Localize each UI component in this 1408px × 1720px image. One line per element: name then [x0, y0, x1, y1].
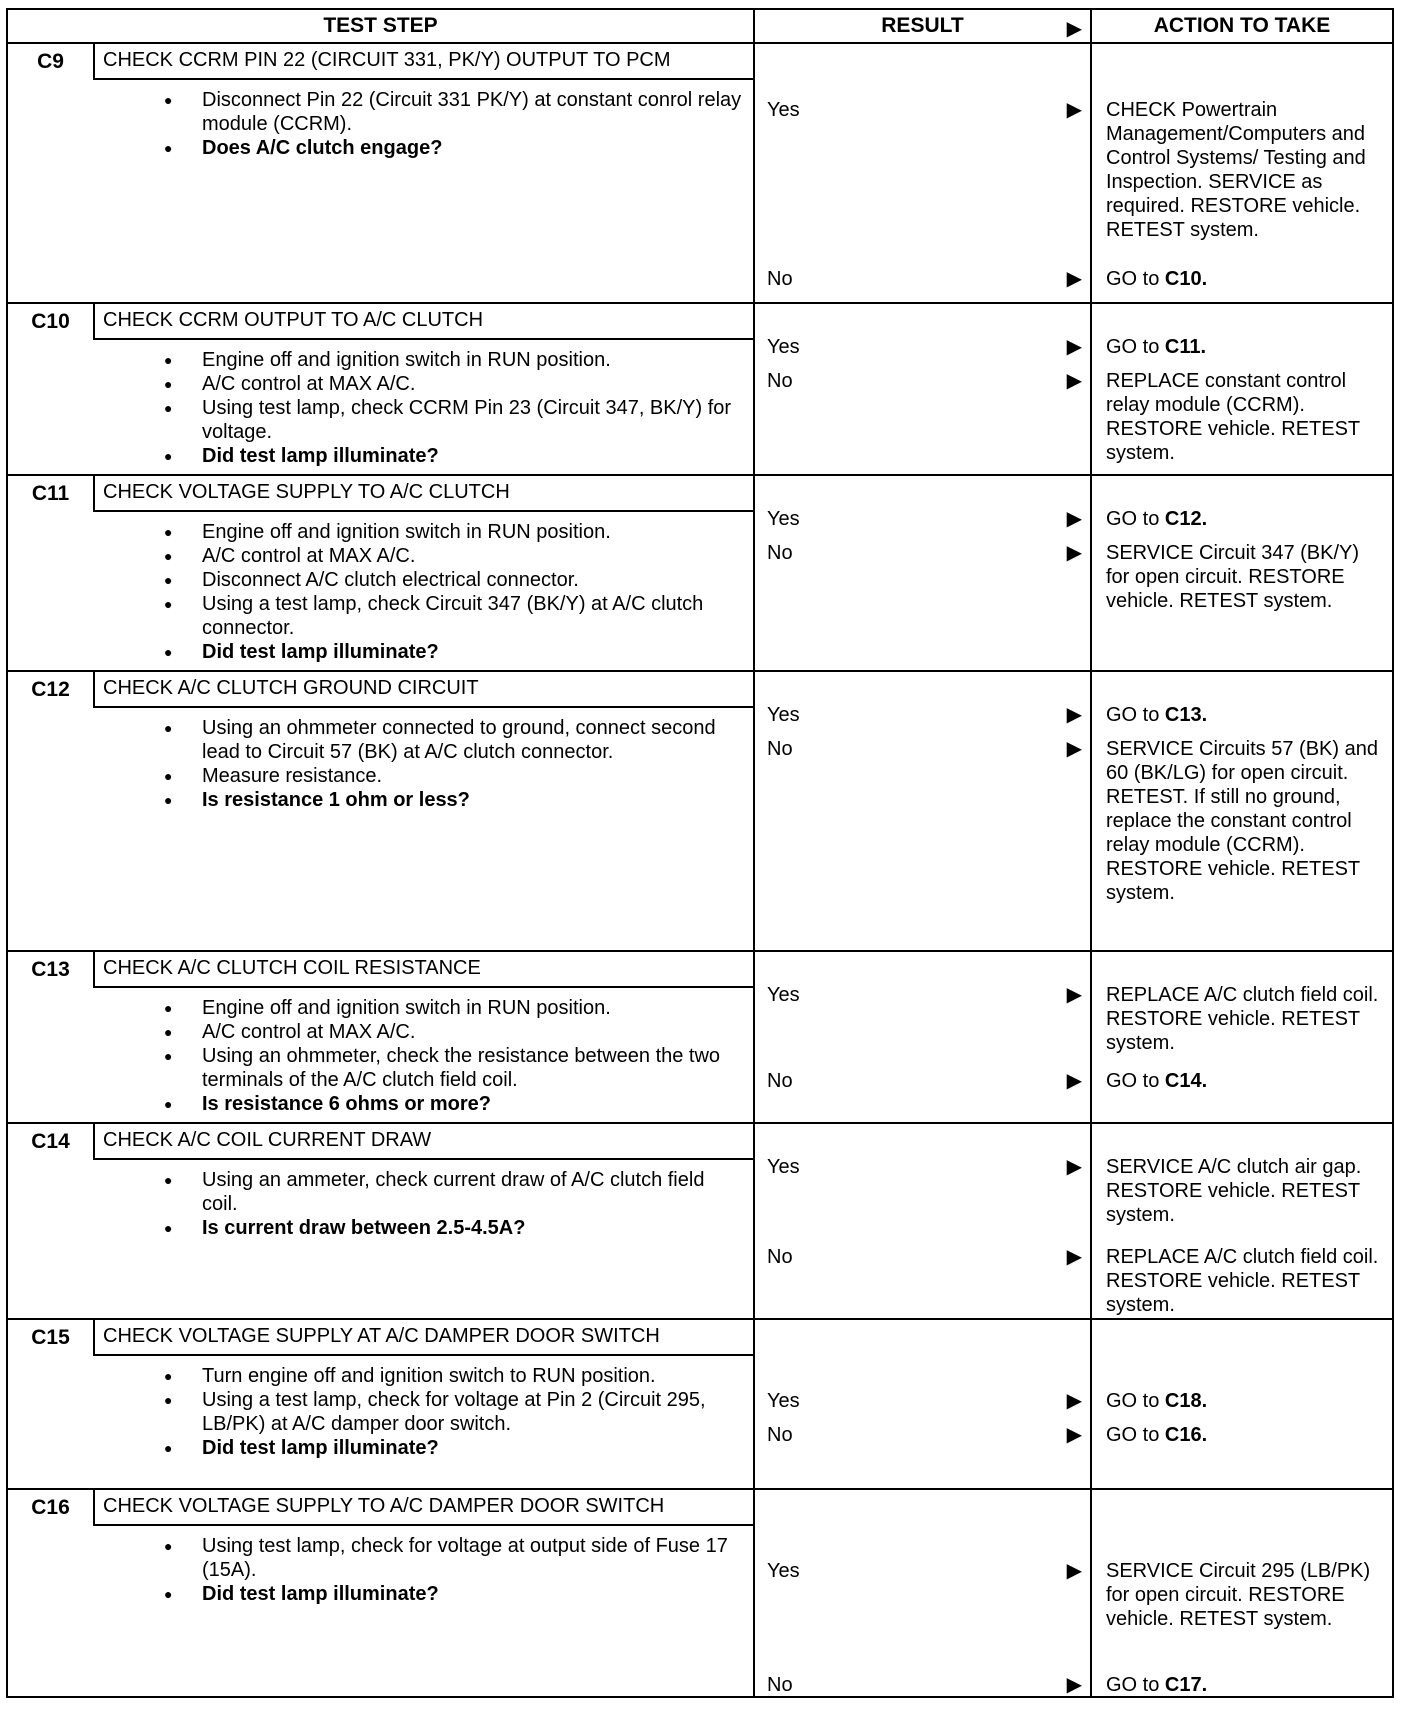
list-item: ● A/C control at MAX A/C. — [202, 1020, 743, 1044]
step-bullets — [94, 1356, 753, 1466]
action-label: GO to — [1106, 268, 1165, 290]
list-item: ● Using test lamp, check for voltage at output side of Fuse 17 (15A). — [202, 1534, 743, 1582]
result-label: Yes — [767, 984, 800, 1006]
step-id: C16 — [31, 1496, 70, 1519]
arrow-icon: ▶ — [1066, 1424, 1082, 1446]
goto-step: C17. — [1164, 1674, 1208, 1696]
step-id: C10 — [31, 310, 70, 333]
list-item: ● Using an ohmmeter, check the resistance between the two terminals of the A/C clutch field coil. — [202, 1044, 743, 1092]
step-title — [94, 304, 753, 339]
step-inner — [8, 476, 753, 670]
step-inner — [8, 1124, 753, 1246]
action-text — [1106, 983, 1386, 1055]
result-cell — [754, 303, 1091, 475]
step-bullets — [94, 340, 753, 474]
list-item: ● A/C control at MAX A/C. — [202, 544, 743, 568]
result-label: Yes — [767, 99, 800, 121]
arrow-icon: ▶ — [1066, 1560, 1082, 1582]
step-id: C13 — [31, 958, 70, 981]
step-bullets — [94, 1526, 753, 1612]
result-label: No — [767, 738, 793, 760]
action-label: SERVICE Circuits 57 (BK) and 60 (BK/LG) for open circuit. RETEST. If still no ground, replace the constant control relay module (CCRM). RESTORE vehicle. RETEST system. — [1106, 738, 1378, 904]
table-row — [7, 43, 1393, 303]
header-action: ACTION TO TAKE — [1091, 9, 1393, 43]
list-item: ● Using an ammeter, check current draw of A/C clutch field coil. — [202, 1168, 743, 1216]
step-id: C11 — [31, 482, 70, 505]
step-title-text: CHECK CCRM PIN 22 (CIRCUIT 331, PK/Y) OUTPUT TO PCM — [103, 49, 671, 71]
action-text — [1106, 1155, 1386, 1227]
result-label: No — [767, 1674, 793, 1696]
action-label: GO to — [1106, 1070, 1165, 1092]
step-title — [94, 672, 753, 707]
action-text — [1106, 369, 1386, 465]
goto-step: C10. — [1164, 268, 1208, 290]
action-text — [1106, 98, 1386, 242]
step-title — [94, 44, 753, 79]
action-text — [1106, 541, 1386, 613]
step-inner — [8, 672, 753, 818]
step-title-text: CHECK CCRM OUTPUT TO A/C CLUTCH — [103, 309, 484, 331]
step-question: ● Did test lamp illuminate? — [202, 444, 743, 468]
result-label: Yes — [767, 336, 800, 358]
table-row — [7, 1123, 1393, 1319]
step-title-text: CHECK VOLTAGE SUPPLY TO A/C CLUTCH — [103, 481, 510, 503]
step-title — [94, 476, 753, 511]
result-label: No — [767, 1424, 793, 1446]
step-id: C9 — [37, 50, 64, 73]
step-bullets — [94, 1160, 753, 1246]
step-title-text: CHECK A/C COIL CURRENT DRAW — [103, 1129, 432, 1151]
header-result-label: RESULT — [881, 14, 964, 37]
test-step-cell — [7, 1319, 754, 1489]
arrow-icon: ▶ — [1066, 1674, 1082, 1696]
action-label: GO to — [1106, 704, 1165, 726]
header-test-step: TEST STEP — [7, 9, 754, 43]
action-text — [1106, 1559, 1386, 1631]
step-question: ● Is resistance 6 ohms or more? — [202, 1092, 743, 1116]
arrow-icon: ▶ — [1066, 18, 1082, 40]
step-id: C15 — [31, 1326, 70, 1349]
result-label: Yes — [767, 704, 800, 726]
goto-step: C13. — [1164, 704, 1208, 726]
list-item: ● Turn engine off and ignition switch to RUN position. — [202, 1364, 743, 1388]
arrow-icon: ▶ — [1066, 1246, 1082, 1268]
arrow-icon: ▶ — [1066, 99, 1082, 121]
arrow-icon: ▶ — [1066, 1070, 1082, 1092]
action-text — [1106, 1245, 1386, 1317]
goto-step: C16. — [1164, 1424, 1208, 1446]
result-cell — [754, 951, 1091, 1123]
action-text — [1106, 267, 1386, 291]
goto-step: C11. — [1164, 336, 1207, 358]
diagnostic-table-page — [6, 8, 1392, 1698]
result-cell — [754, 1319, 1091, 1489]
diagnostic-table — [6, 8, 1394, 1698]
action-label: REPLACE constant control relay module (CCRM). RESTORE vehicle. RETEST system. — [1106, 370, 1360, 464]
step-inner — [8, 44, 753, 166]
step-inner — [8, 304, 753, 474]
result-label: No — [767, 268, 793, 290]
list-item: ● Engine off and ignition switch in RUN position. — [202, 520, 743, 544]
step-title — [94, 952, 753, 987]
goto-step: C12. — [1164, 508, 1208, 530]
test-step-cell — [7, 1489, 754, 1697]
step-question: ● Is resistance 1 ohm or less? — [202, 788, 743, 812]
action-cell — [1091, 1319, 1393, 1489]
result-cell — [754, 43, 1091, 303]
action-label: GO to — [1106, 1674, 1165, 1696]
step-inner — [8, 1490, 753, 1612]
step-question: ● Is current draw between 2.5-4.5A? — [202, 1216, 743, 1240]
list-item: ● Measure resistance. — [202, 764, 743, 788]
result-label: No — [767, 1246, 793, 1268]
table-header-row — [7, 9, 1393, 43]
arrow-icon: ▶ — [1066, 704, 1082, 726]
result-cell — [754, 671, 1091, 951]
action-label: GO to — [1106, 1424, 1165, 1446]
action-cell — [1091, 1489, 1393, 1697]
list-item: ● A/C control at MAX A/C. — [202, 372, 743, 396]
step-id: C14 — [31, 1130, 70, 1153]
action-text — [1106, 335, 1386, 359]
table-row — [7, 303, 1393, 475]
action-label: SERVICE Circuit 295 (LB/PK) for open circuit. RESTORE vehicle. RETEST system. — [1106, 1560, 1371, 1630]
action-text — [1106, 1389, 1386, 1413]
arrow-icon: ▶ — [1066, 336, 1082, 358]
result-cell — [754, 1123, 1091, 1319]
action-text — [1106, 1069, 1386, 1093]
test-step-cell — [7, 475, 754, 671]
step-id: C12 — [31, 678, 70, 701]
step-question: ● Did test lamp illuminate? — [202, 1582, 743, 1606]
arrow-icon: ▶ — [1066, 370, 1082, 392]
table-row — [7, 1489, 1393, 1697]
result-label: Yes — [767, 1390, 800, 1412]
arrow-icon: ▶ — [1066, 1390, 1082, 1412]
action-label: REPLACE A/C clutch field coil. RESTORE vehicle. RETEST system. — [1106, 1246, 1379, 1316]
action-cell — [1091, 1123, 1393, 1319]
step-title — [94, 1320, 753, 1355]
result-label: No — [767, 542, 793, 564]
action-label: GO to — [1106, 1390, 1165, 1412]
action-label: SERVICE Circuit 347 (BK/Y) for open circuit. RESTORE vehicle. RETEST system. — [1106, 542, 1360, 612]
action-text — [1106, 703, 1386, 727]
result-label: No — [767, 370, 793, 392]
header-result — [754, 9, 1091, 43]
result-label: No — [767, 1070, 793, 1092]
result-cell — [754, 475, 1091, 671]
table-row — [7, 951, 1393, 1123]
step-inner — [8, 952, 753, 1122]
test-step-cell — [7, 951, 754, 1123]
list-item: ● Disconnect Pin 22 (Circuit 331 PK/Y) at constant conrol relay module (CCRM). — [202, 88, 743, 136]
step-inner — [8, 1320, 753, 1466]
step-bullets — [94, 708, 753, 818]
action-label: GO to — [1106, 508, 1165, 530]
action-text — [1106, 1673, 1386, 1697]
arrow-icon: ▶ — [1066, 738, 1082, 760]
step-title-text: CHECK VOLTAGE SUPPLY AT A/C DAMPER DOOR SWITCH — [103, 1325, 660, 1347]
step-question: ● Does A/C clutch engage? — [202, 136, 743, 160]
action-text — [1106, 507, 1386, 531]
action-text — [1106, 737, 1386, 905]
result-label: Yes — [767, 1156, 800, 1178]
action-label: CHECK Powertrain Management/Computers and Control Systems/ Testing and Inspection. SERVICE as required. RESTORE vehicle. RETEST system. — [1106, 99, 1366, 241]
step-title — [94, 1490, 753, 1525]
test-step-cell — [7, 1123, 754, 1319]
step-bullets — [94, 512, 753, 670]
action-text — [1106, 1423, 1386, 1447]
result-label: Yes — [767, 508, 800, 530]
test-step-cell — [7, 43, 754, 303]
action-cell — [1091, 475, 1393, 671]
table-row — [7, 1319, 1393, 1489]
goto-step: C14. — [1164, 1070, 1208, 1092]
step-question: ● Did test lamp illuminate? — [202, 1436, 743, 1460]
arrow-icon: ▶ — [1066, 984, 1082, 1006]
action-cell — [1091, 671, 1393, 951]
list-item: ● Using a test lamp, check Circuit 347 (BK/Y) at A/C clutch connector. — [202, 592, 743, 640]
action-cell — [1091, 951, 1393, 1123]
action-label: GO to — [1106, 336, 1165, 358]
arrow-icon: ▶ — [1066, 268, 1082, 290]
steps-body — [7, 43, 1393, 1697]
list-item: ● Using a test lamp, check for voltage at Pin 2 (Circuit 295, LB/PK) at A/C damper door switch. — [202, 1388, 743, 1436]
table-row — [7, 475, 1393, 671]
result-cell — [754, 1489, 1091, 1697]
list-item: ● Engine off and ignition switch in RUN position. — [202, 996, 743, 1020]
step-title-text: CHECK A/C CLUTCH COIL RESISTANCE — [103, 957, 481, 979]
test-step-cell — [7, 671, 754, 951]
goto-step: C18. — [1164, 1390, 1208, 1412]
arrow-icon: ▶ — [1066, 1156, 1082, 1178]
result-label: Yes — [767, 1560, 800, 1582]
action-cell — [1091, 43, 1393, 303]
arrow-icon: ▶ — [1066, 508, 1082, 530]
table-row — [7, 671, 1393, 951]
step-title — [94, 1124, 753, 1159]
step-question: ● Did test lamp illuminate? — [202, 640, 743, 664]
action-label: SERVICE A/C clutch air gap. RESTORE vehicle. RETEST system. — [1106, 1156, 1362, 1226]
arrow-icon: ▶ — [1066, 542, 1082, 564]
list-item: ● Disconnect A/C clutch electrical connector. — [202, 568, 743, 592]
list-item: ● Using an ohmmeter connected to ground, connect second lead to Circuit 57 (BK) at A/C clutch connector. — [202, 716, 743, 764]
list-item: ● Engine off and ignition switch in RUN position. — [202, 348, 743, 372]
action-label: REPLACE A/C clutch field coil. RESTORE vehicle. RETEST system. — [1106, 984, 1379, 1054]
test-step-cell — [7, 303, 754, 475]
list-item: ● Using test lamp, check CCRM Pin 23 (Circuit 347, BK/Y) for voltage. — [202, 396, 743, 444]
action-cell — [1091, 303, 1393, 475]
step-title-text: CHECK A/C CLUTCH GROUND CIRCUIT — [103, 677, 479, 699]
step-title-text: CHECK VOLTAGE SUPPLY TO A/C DAMPER DOOR SWITCH — [103, 1495, 665, 1517]
step-bullets — [94, 80, 753, 166]
step-bullets — [94, 988, 753, 1122]
